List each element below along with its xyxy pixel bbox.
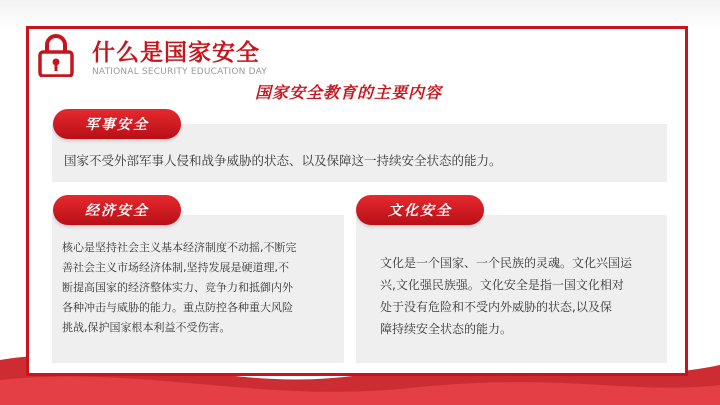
culture-line: 障持续安全状态的能力。 (380, 322, 513, 336)
culture-line: 文化是一个国家、一个民族的灵魂。文化兴国运 (380, 256, 633, 270)
section-heading: 国家安全教育的主要内容 (255, 83, 443, 102)
economic-line: 挑战,保护国家根本利益不受伤害。 (62, 321, 231, 334)
economic-label-pill: 经济安全 (53, 195, 181, 225)
page-subtitle: NATIONAL SECURITY EDUCATION DAY (92, 67, 267, 77)
economic-line: 各种冲击与威胁的能力。重点防控各种重大风险 (62, 301, 293, 314)
lock-icon (38, 33, 74, 77)
military-text: 国家不受外部军事人侵和战争威胁的状态、以及保障这一持续安全状态的能力。 (64, 153, 502, 168)
economic-text (62, 238, 344, 338)
page-title: 什么是国家安全 (92, 40, 260, 66)
culture-line: 兴,文化强民族强。文化安全是指一国文化相对 (380, 278, 624, 292)
military-label-pill: 军事安全 (53, 109, 181, 139)
economic-line: 核心是坚持社会主义基本经济制度不动摇,不断完 (62, 241, 297, 254)
culture-line: 处于没有危险和不受内外威胁的状态,以及保 (380, 300, 612, 314)
culture-label-pill: 文化安全 (356, 195, 484, 225)
economic-line: 断提高国家的经济整体实力、竞争力和抵御内外 (62, 281, 293, 294)
culture-text (380, 252, 665, 340)
economic-line: 善社会主义市场经济体制,坚持发展是硬道理,不 (62, 261, 289, 274)
